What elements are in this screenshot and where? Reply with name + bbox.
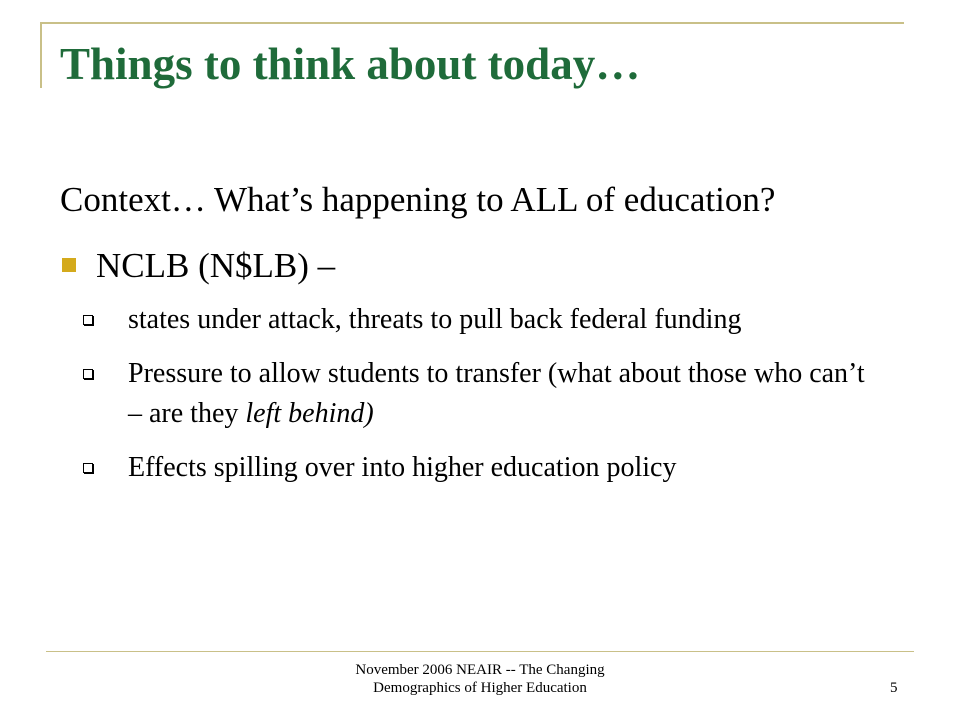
footer-line-1: November 2006 NEAIR -- The Changing [355, 662, 605, 678]
sub-bullet-emphasis: left behind) [245, 398, 374, 429]
bullet-nclb [60, 242, 880, 290]
sub-bullet-text: Effects spilling over into higher education policy [128, 452, 677, 483]
footer-rule [46, 651, 914, 652]
footer-line-2: Demographics of Higher Education [373, 680, 587, 696]
sub-bullet-list [60, 300, 880, 488]
hollow-square-bullet-icon [83, 315, 93, 325]
bullet-nclb-label: NCLB (N$LB) – [96, 246, 336, 285]
context-text: Context… What’s happening to ALL of education? [60, 180, 776, 219]
sub-bullet-item [128, 448, 880, 488]
hollow-square-bullet-icon [83, 369, 93, 379]
square-bullet-icon [62, 258, 76, 272]
page-number: 5 [890, 680, 898, 696]
sub-bullet-text: Pressure to allow students to transfer (what about those who can’t – are they [128, 358, 865, 429]
hollow-square-bullet-icon [83, 463, 93, 473]
sub-bullet-item [128, 300, 880, 340]
top-rule [40, 22, 904, 24]
slide-title: Things to think about today… [60, 39, 641, 89]
sub-bullet-item [128, 354, 880, 434]
footer-caption [280, 661, 680, 697]
sub-bullet-text: states under attack, threats to pull back federal funding [128, 304, 742, 335]
left-rule [40, 22, 42, 88]
slide-body [60, 176, 880, 502]
